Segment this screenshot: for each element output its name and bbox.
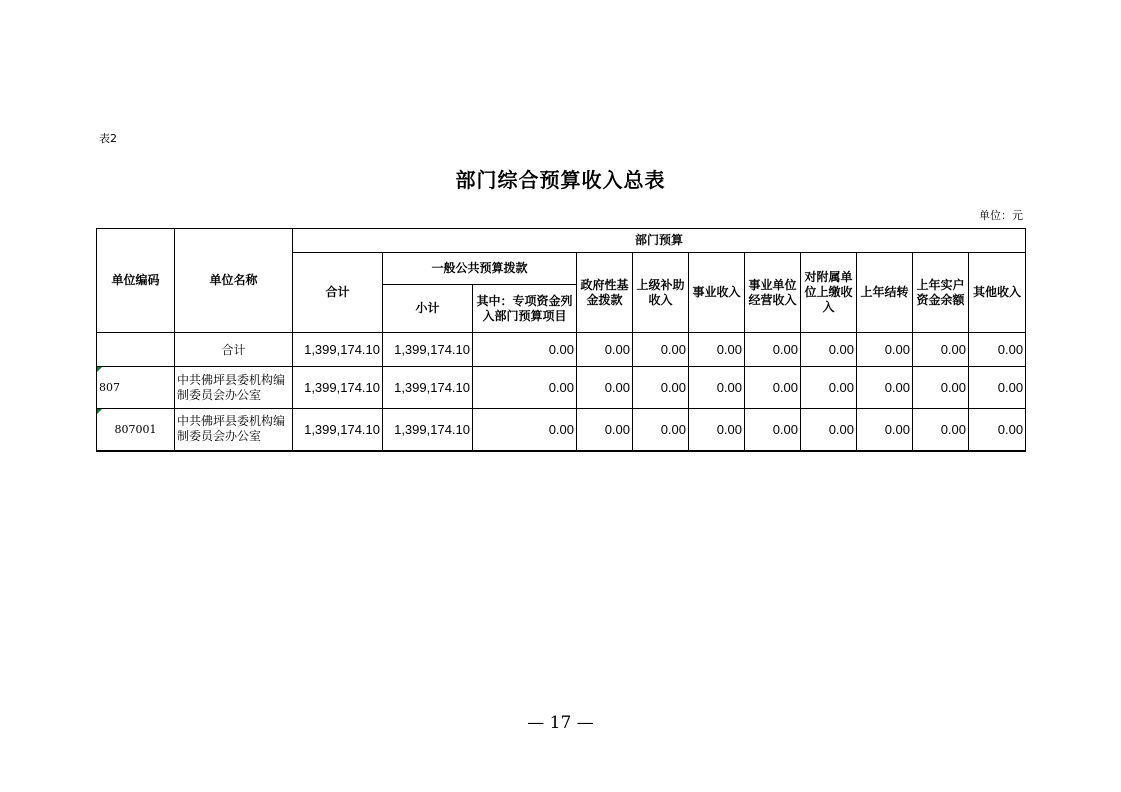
header-other-income: 其他收入 xyxy=(969,253,1026,333)
cell-subordinate-payment: 0.00 xyxy=(801,333,857,367)
header-prior-balance: 上年实户资金余额 xyxy=(913,253,969,333)
table-row xyxy=(97,333,1026,367)
header-dept-budget: 部门预算 xyxy=(293,229,1026,253)
row-name: 中共佛坪县委机构编制委员会办公室 xyxy=(175,367,293,409)
cell-total: 1,399,174.10 xyxy=(293,367,383,409)
cell-subordinate-payment: 0.00 xyxy=(801,409,857,451)
row-name: 合计 xyxy=(175,333,293,367)
row-code xyxy=(97,333,175,367)
cell-special-funds: 0.00 xyxy=(473,409,577,451)
cell-carry-over: 0.00 xyxy=(857,409,913,451)
cell-prior-balance: 0.00 xyxy=(913,409,969,451)
budget-revenue-table xyxy=(96,228,1026,452)
table-label: 表2 xyxy=(99,132,117,145)
cell-prior-balance: 0.00 xyxy=(913,333,969,367)
header-unit-name: 单位名称 xyxy=(175,229,293,333)
cell-special-funds: 0.00 xyxy=(473,367,577,409)
cell-marker-icon xyxy=(97,367,102,372)
table-row xyxy=(97,409,1026,451)
cell-business-income: 0.00 xyxy=(689,409,745,451)
cell-total: 1,399,174.10 xyxy=(293,333,383,367)
cell-other-income: 0.00 xyxy=(969,409,1026,451)
header-business-income: 事业收入 xyxy=(689,253,745,333)
cell-superior-subsidy: 0.00 xyxy=(633,367,689,409)
cell-marker-icon xyxy=(97,409,102,414)
header-special-funds: 其中：专项资金列入部门预算项目 xyxy=(473,285,577,333)
cell-other-income: 0.00 xyxy=(969,367,1026,409)
cell-special-funds: 0.00 xyxy=(473,333,577,367)
header-general-public-budget: 一般公共预算拨款 xyxy=(383,253,577,285)
cell-superior-subsidy: 0.00 xyxy=(633,409,689,451)
cell-business-operation: 0.00 xyxy=(745,333,801,367)
cell-subtotal: 1,399,174.10 xyxy=(383,333,473,367)
row-code: 807 xyxy=(99,381,120,394)
row-code-cell xyxy=(97,367,175,409)
header-business-operation: 事业单位经营收入 xyxy=(745,253,801,333)
header-subtotal: 小计 xyxy=(383,285,473,333)
page-number: — 17 — xyxy=(527,713,594,733)
cell-superior-subsidy: 0.00 xyxy=(633,333,689,367)
cell-total: 1,399,174.10 xyxy=(293,409,383,451)
cell-subtotal: 1,399,174.10 xyxy=(383,409,473,451)
header-unit-code: 单位编码 xyxy=(97,229,175,333)
row-code: 807001 xyxy=(114,422,157,436)
cell-other-income: 0.00 xyxy=(969,333,1026,367)
cell-business-operation: 0.00 xyxy=(745,409,801,451)
row-name: 中共佛坪县委机构编制委员会办公室 xyxy=(175,409,293,451)
cell-prior-balance: 0.00 xyxy=(913,367,969,409)
cell-business-income: 0.00 xyxy=(689,367,745,409)
document-title: 部门综合预算收入总表 xyxy=(455,168,666,192)
cell-gov-fund: 0.00 xyxy=(577,333,633,367)
header-superior-subsidy: 上级补助收入 xyxy=(633,253,689,333)
cell-business-operation: 0.00 xyxy=(745,367,801,409)
header-total: 合计 xyxy=(293,253,383,333)
header-subordinate-payment: 对附属单位上缴收入 xyxy=(801,253,857,333)
cell-subtotal: 1,399,174.10 xyxy=(383,367,473,409)
cell-subordinate-payment: 0.00 xyxy=(801,367,857,409)
cell-carry-over: 0.00 xyxy=(857,333,913,367)
row-code-cell xyxy=(97,409,175,451)
header-gov-fund: 政府性基金拨款 xyxy=(577,253,633,333)
unit-note: 单位：元 xyxy=(979,209,1023,222)
header-carry-over: 上年结转 xyxy=(857,253,913,333)
table-row xyxy=(97,367,1026,409)
cell-gov-fund: 0.00 xyxy=(577,367,633,409)
cell-business-income: 0.00 xyxy=(689,333,745,367)
cell-gov-fund: 0.00 xyxy=(577,409,633,451)
cell-carry-over: 0.00 xyxy=(857,367,913,409)
